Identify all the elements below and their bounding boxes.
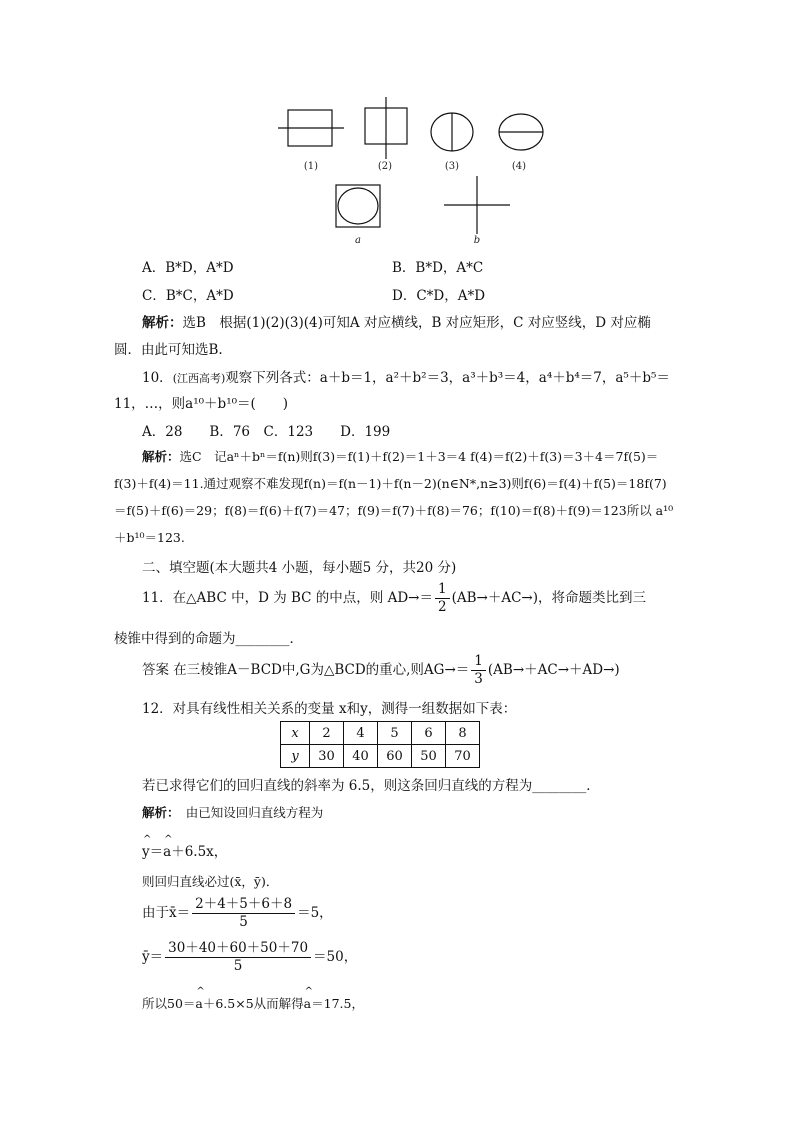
final-pre: 所以50＝ (142, 996, 196, 1011)
y-hat: ^ y (142, 844, 150, 860)
table-row-x (281, 722, 480, 745)
table-cell: 40 (344, 745, 378, 768)
xbar-numerator: 2＋4＋5＋6＋8 (192, 896, 295, 914)
q11-answer-post: (AB→＋AC→＋AD→) (487, 662, 620, 678)
table-cell: 8 (446, 722, 480, 745)
final-post: ＝17.5， (311, 996, 364, 1011)
xbar-pre: 由于x̄＝ (142, 905, 191, 921)
q10-solution-line-2: f(3)＋f(4)＝11.通过观察不难发现f(n)＝f(n－1)＋f(n－2)(n∈N*,n≥3)则f(6)＝f(4)＋f(5)＝18f(7) (114, 476, 667, 491)
q11-stem-line-1 (142, 581, 646, 616)
q10-solution-line-4: ＋b¹⁰＝123. (114, 530, 185, 545)
q12-intro: 12．对具有线性相关关系的变量 x和y，测得一组数据如下表： (142, 701, 517, 717)
q11-answer-fraction-denominator: 3 (474, 671, 483, 687)
table-cell: 30 (310, 745, 344, 768)
figure-4-ellipse-horizontal-line (497, 111, 545, 153)
q12-final-line (142, 994, 364, 1012)
q11-answer-fraction-numerator: 1 (471, 653, 486, 671)
q9-option-d: D．C*D，A*D (392, 288, 486, 304)
q12-stem-line-2: 若已求得它们的回归直线的斜率为 6.5，则这条回归直线的方程为________． (142, 778, 600, 794)
figure-label-2: (2) (377, 161, 393, 172)
q9-solution-text: 选B 根据(1)(2)(3)(4)可知A 对应横线，B 对应矩形，C 对应竖线，D 对应椭 (182, 315, 651, 331)
q12-equation-1 (142, 840, 227, 860)
xbar-post: ＝5， (297, 905, 333, 921)
final-mid: ＋6.5×5从而解得 (202, 996, 304, 1011)
table-cell: 60 (378, 745, 412, 768)
q10-solution-text-1: 选C 记aⁿ＋bⁿ＝f(n)则f(3)＝f(1)＋f(2)＝1＋3＝4 f(4)＝f(2)＋f(3)＝3＋4＝7f(5)＝ (179, 449, 659, 464)
q12-xbar-equation (142, 896, 333, 931)
figure-label-1: (1) (303, 161, 319, 172)
q11-stem-pre: 11．在△ABC 中，D 为 BC 的中点，则 AD→＝ (142, 590, 433, 606)
figure-3-ellipse-vertical-line (429, 111, 475, 153)
q9-solution-line-1 (142, 311, 651, 331)
q12-ybar-equation (142, 940, 357, 975)
q10-number: 10． (142, 370, 173, 386)
q10-solution-line-1 (142, 447, 658, 465)
ybar-post: ＝50， (313, 949, 358, 965)
q12-solution-label: 解析： (142, 805, 174, 820)
section-2-heading: 二、填空题(本大题共4 小题，每小题5 分，共20 分) (142, 560, 457, 576)
table-cell: 2 (310, 722, 344, 745)
figure-label-3: (3) (444, 161, 460, 172)
q11-fraction (435, 581, 450, 616)
figure-label-4: (4) (511, 161, 527, 172)
q9-option-b: B．B*D，A*C (392, 260, 484, 276)
table-cell: 70 (446, 745, 480, 768)
a-hat-1: ^ a (195, 996, 202, 1011)
q9-option-c: C．B*C，A*D (142, 288, 234, 304)
q10-stem-line-2: 11，…，则a¹⁰＋b¹⁰＝( ) (114, 396, 289, 412)
q10-source: (江西高考) (172, 372, 226, 385)
q11-answer-pre: 答案 在三棱锥A－BCD中,G为△BCD的重心,则AG→＝ (142, 662, 470, 678)
figure-label-b: b (473, 235, 481, 246)
a-hat: ^ a (163, 844, 171, 860)
q9-option-a: A．B*D，A*D (142, 260, 234, 276)
ybar-fraction (165, 940, 311, 975)
q12-data-table (280, 721, 480, 768)
table-cell: 5 (378, 722, 412, 745)
q11-fraction-denominator: 2 (437, 599, 447, 615)
q10-stem-text: 观察下列各式：a＋b＝1，a²＋b²＝3，a³＋b³＝4，a⁴＋b⁴＝7，a⁵＋b⁵＝ (225, 370, 670, 386)
q10-stem-line-1 (142, 366, 670, 386)
q11-answer-fraction (471, 653, 486, 688)
xbar-denominator: 5 (239, 914, 248, 930)
table-cell: 4 (344, 722, 378, 745)
q9-solution-label: 解析： (142, 315, 183, 331)
table-cell: 6 (412, 722, 446, 745)
figure-1-rect-horizontal-line (278, 108, 344, 148)
q11-answer (142, 653, 620, 688)
q10-solution-label: 解析： (142, 449, 180, 464)
table-cell: 50 (412, 745, 446, 768)
eq1-equals: ＝ (149, 844, 164, 860)
q12-solution-line-2: 则回归直线必过(x̄，ȳ)． (142, 874, 279, 889)
figure-b-cross-lines (444, 176, 510, 234)
q10-options: A．28 B．76 C．123 D．199 (142, 424, 391, 440)
figure-label-a: a (355, 235, 361, 246)
q12-solution-line-1 (142, 803, 323, 821)
a-hat-2: ^ a (304, 996, 311, 1011)
ybar-denominator: 5 (233, 958, 243, 974)
q10-solution-line-3: ＝f(5)＋f(6)＝29；f(8)＝f(6)＋f(7)＝47；f(9)＝f(7)＋f(8)＝76；f(10)＝f(8)＋f(9)＝123所以 a¹⁰ (114, 503, 674, 518)
xbar-fraction (192, 896, 295, 931)
eq1-rest: ＋6.5x， (171, 844, 228, 860)
ybar-numerator: 30＋40＋60＋50＋70 (165, 940, 311, 958)
q11-fraction-numerator: 1 (435, 581, 450, 599)
q12-solution-text: 由已知设回归直线方程为 (185, 805, 324, 820)
table-header-y: y (281, 745, 310, 768)
table-row-y (281, 745, 480, 768)
table-header-x: x (281, 722, 310, 745)
figure-2-rect-vertical-line (362, 97, 410, 159)
ybar-pre: ȳ＝ (142, 949, 164, 965)
q11-stem-line-2: 棱锥中得到的命题为________． (114, 631, 303, 647)
figure-a-rect-with-ellipse (334, 183, 382, 229)
q11-stem-post: (AB→＋AC→)，将命题类比到三 (451, 590, 646, 606)
q9-solution-line-2: 圆．由此可知选B. (114, 342, 223, 358)
